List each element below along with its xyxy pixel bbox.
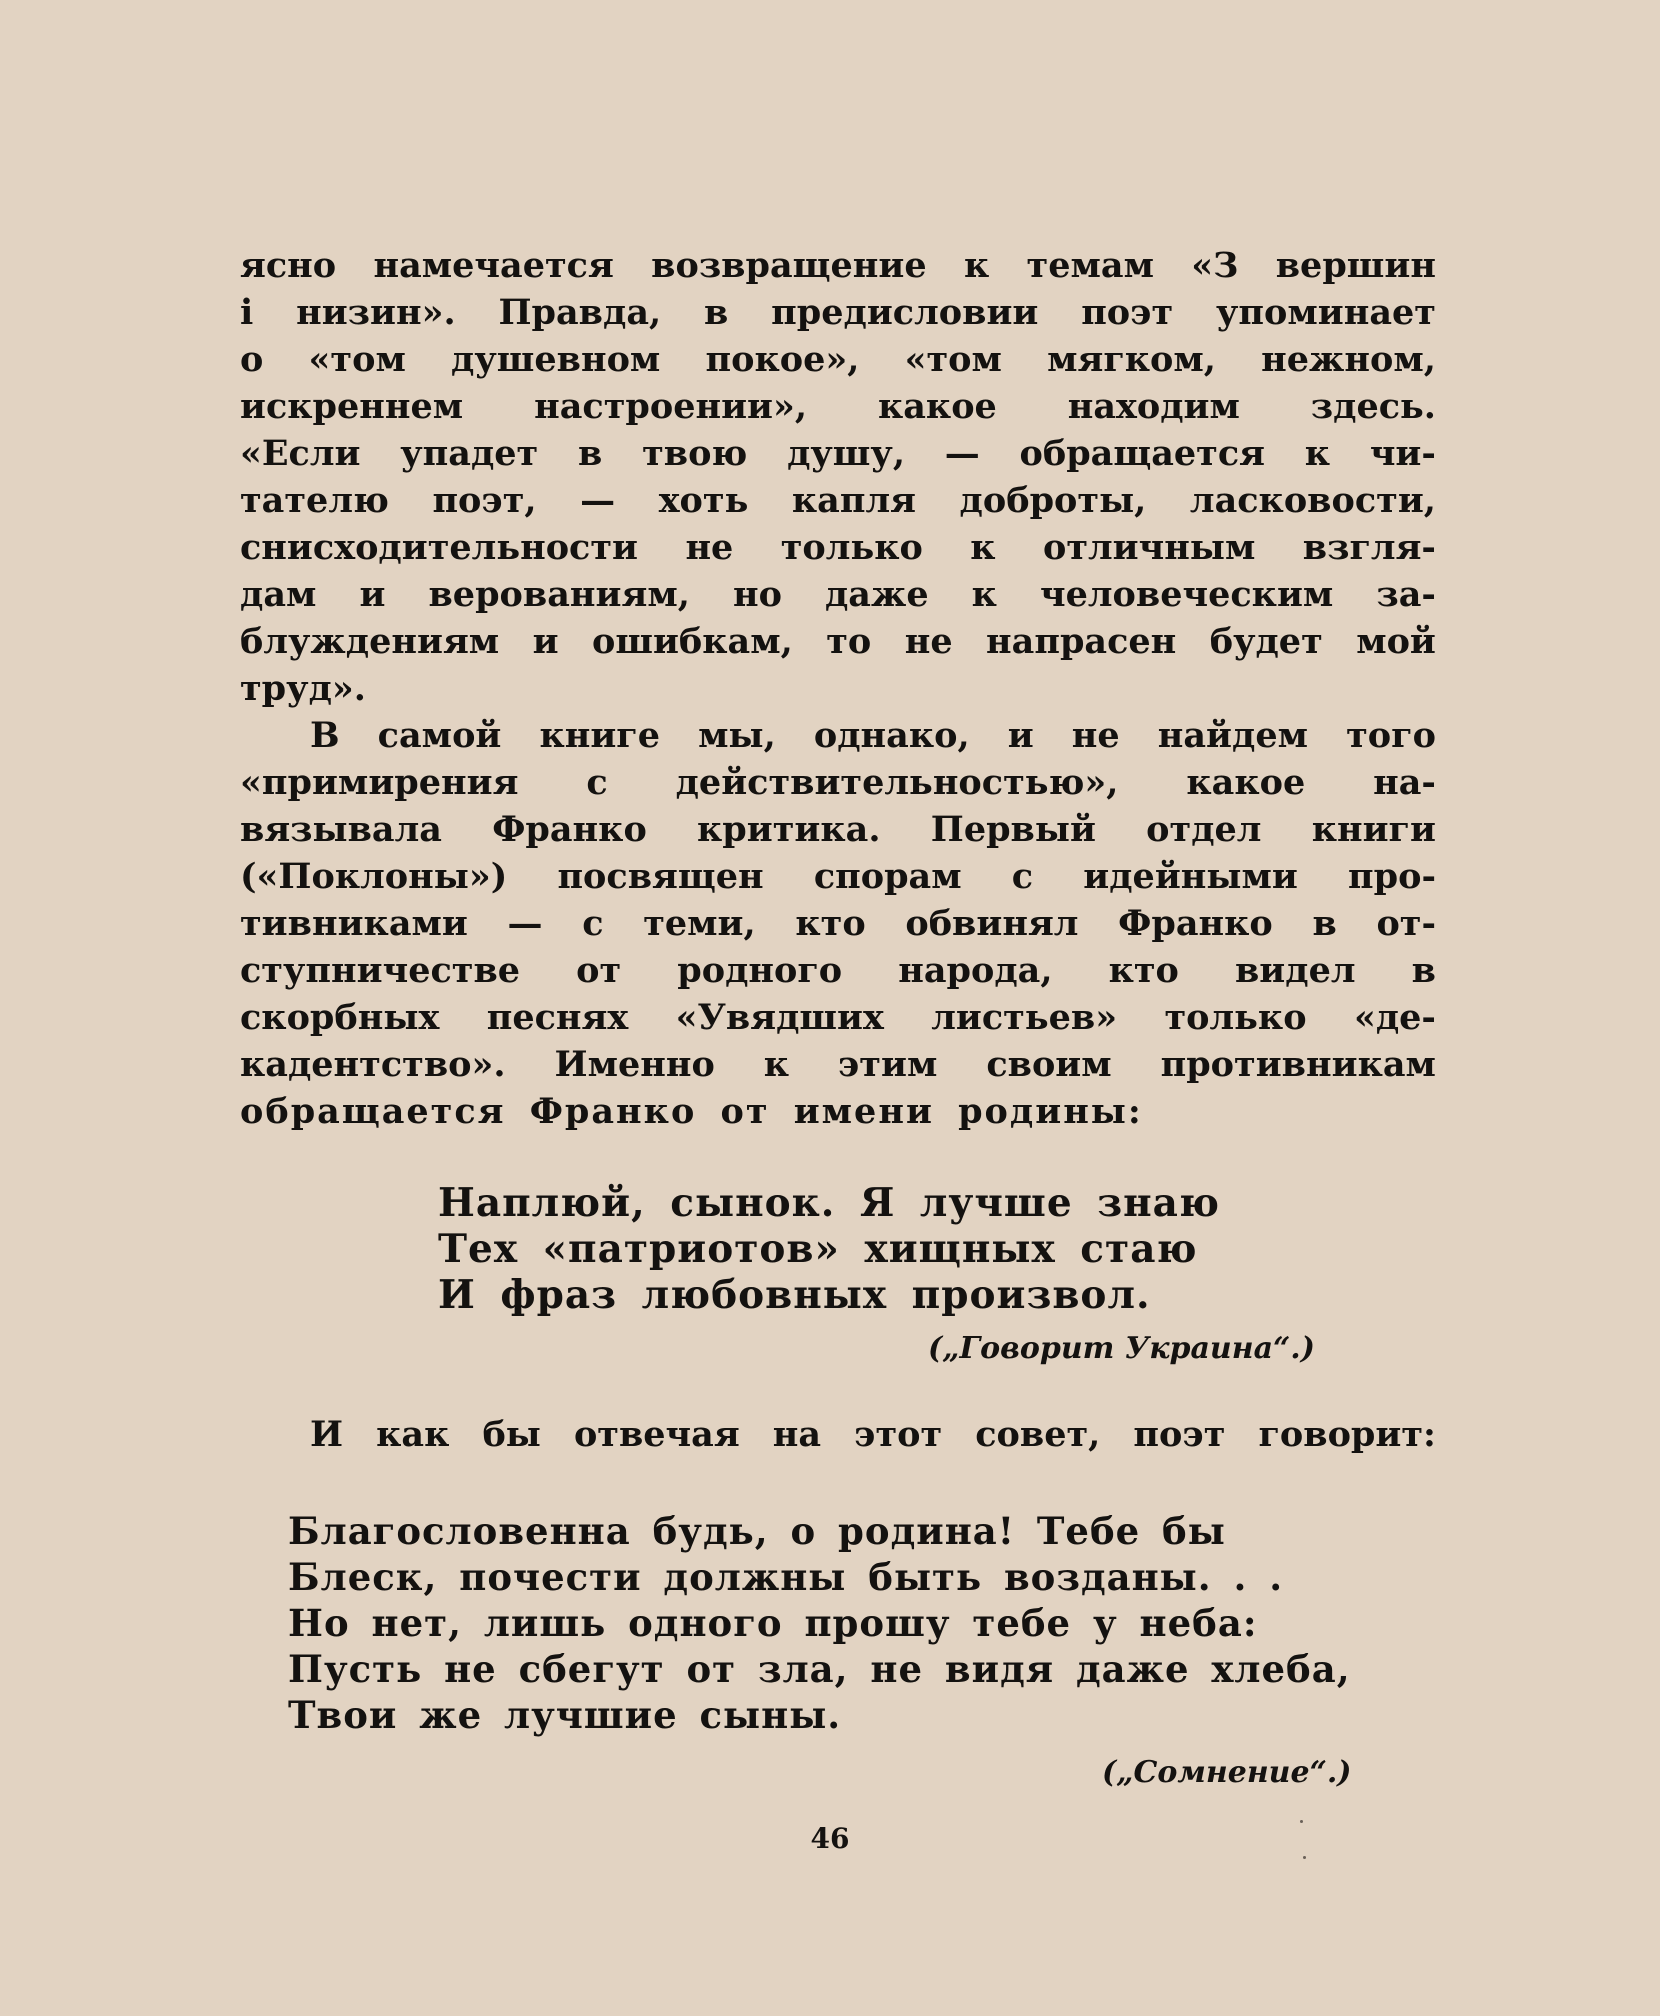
word: нежном, — [1261, 339, 1436, 380]
word: доброты, — [959, 480, 1147, 521]
word: и — [359, 574, 386, 615]
body-line — [240, 478, 1436, 524]
poem-line: Твои же лучшие сыны. — [288, 1693, 842, 1737]
word: «З — [1191, 245, 1239, 286]
word: теми, — [643, 903, 756, 944]
word: мы, — [698, 715, 776, 756]
body-line — [240, 619, 1436, 665]
body-line-indented — [310, 713, 1436, 759]
word: душу, — [787, 433, 906, 474]
body-line — [240, 431, 1436, 477]
word: посвящен — [557, 856, 764, 897]
word: и — [1007, 715, 1034, 756]
word: дам — [240, 574, 317, 615]
word: напрасен — [986, 621, 1177, 662]
word: идейными — [1083, 856, 1298, 897]
word: возвращение — [651, 245, 927, 286]
word: книге — [539, 715, 661, 756]
body-line — [240, 901, 1436, 947]
word: — — [944, 433, 980, 474]
word: найдем — [1157, 715, 1309, 756]
body-line — [240, 243, 1436, 289]
word: говорит: — [1258, 1414, 1436, 1455]
word: к — [1304, 433, 1331, 474]
word: ясно — [240, 245, 337, 286]
word: этот — [854, 1414, 943, 1455]
word: поэт, — [432, 480, 537, 521]
word: упадет — [400, 433, 539, 474]
word: снисходительности — [240, 527, 639, 568]
word: критика. — [697, 809, 881, 850]
word: от — [576, 950, 622, 991]
word: на — [772, 1414, 822, 1455]
poem-line: Пусть не сбегут от зла, не видя даже хлеба, — [288, 1647, 1351, 1691]
word: будет — [1209, 621, 1323, 662]
word: твою — [642, 433, 748, 474]
word: тателю — [240, 480, 389, 521]
word: капля — [791, 480, 916, 521]
word: блуждениям — [240, 621, 500, 662]
word: настроении», — [534, 386, 808, 427]
word: от- — [1376, 903, 1436, 944]
word: с — [582, 903, 604, 944]
word: «примирения — [240, 762, 519, 803]
word: мой — [1356, 621, 1436, 662]
page-number: 46 — [810, 1822, 850, 1855]
word: с — [586, 762, 608, 803]
word: и — [532, 621, 559, 662]
word: В — [310, 715, 340, 756]
body-line — [240, 854, 1436, 900]
word: кадентство». — [240, 1044, 506, 1085]
word: Именно — [554, 1044, 715, 1085]
word: упоминает — [1215, 292, 1436, 333]
word: к — [963, 245, 990, 286]
word: тивниками — [240, 903, 468, 944]
word: намечается — [373, 245, 614, 286]
word: бы — [482, 1414, 541, 1455]
word: «том — [904, 339, 1002, 380]
word: душевном — [451, 339, 661, 380]
word: находим — [1067, 386, 1240, 427]
word: «том — [308, 339, 406, 380]
body-line — [240, 384, 1436, 430]
word: поэт — [1133, 1414, 1226, 1455]
word: И — [310, 1414, 344, 1455]
word: только — [780, 527, 923, 568]
word: Франко — [1118, 903, 1273, 944]
word: к — [763, 1044, 790, 1085]
word: человеческим — [1039, 574, 1334, 615]
word: кто — [1108, 950, 1179, 991]
word: к — [971, 574, 997, 615]
word: верованиям, — [428, 574, 690, 615]
body-line — [240, 525, 1436, 571]
word: «Увядших — [675, 997, 884, 1038]
word: в — [1312, 903, 1337, 944]
word: в — [704, 292, 729, 333]
body-line — [240, 337, 1436, 383]
word: вершин — [1275, 245, 1436, 286]
word: Первый — [930, 809, 1096, 850]
word: книги — [1311, 809, 1436, 850]
word: — — [507, 903, 543, 944]
word: покое», — [705, 339, 860, 380]
body-line — [240, 807, 1436, 853]
poem-line: И фраз любовных произвол. — [438, 1272, 1151, 1318]
word: «Если — [240, 433, 361, 474]
poem-line: Тех «патриотов» хищных стаю — [438, 1226, 1198, 1272]
word: не — [685, 527, 734, 568]
word: Правда, — [498, 292, 662, 333]
poem-line: Блеск, почести должны быть возданы. . . — [288, 1555, 1284, 1599]
word: однако, — [813, 715, 970, 756]
word: взгля- — [1302, 527, 1436, 568]
word: ступничестве — [240, 950, 521, 991]
word: противникам — [1160, 1044, 1436, 1085]
poem-line: Наплюй, сынок. Я лучше знаю — [438, 1180, 1220, 1226]
word: то — [826, 621, 872, 662]
word: обвинял — [905, 903, 1079, 944]
word: народа, — [898, 950, 1053, 991]
poem-line: Благословенна будь, о родина! Тебе бы — [288, 1509, 1226, 1553]
word: — — [580, 480, 616, 521]
scan-speck — [1303, 1856, 1306, 1859]
body-line: труд». — [240, 668, 366, 709]
body-line — [240, 572, 1436, 618]
word: предисловии — [771, 292, 1039, 333]
word: низин». — [296, 292, 456, 333]
word: поэт — [1081, 292, 1174, 333]
word: песнях — [486, 997, 629, 1038]
word: мягком, — [1047, 339, 1216, 380]
word: как — [376, 1414, 450, 1455]
word: отдел — [1146, 809, 1262, 850]
word: даже — [824, 574, 929, 615]
word: этим — [838, 1044, 938, 1085]
word: видел — [1234, 950, 1356, 991]
word: темам — [1026, 245, 1154, 286]
word: самой — [377, 715, 502, 756]
word: і — [240, 292, 254, 333]
poem-line: Но нет, лишь одного прошу тебе у неба: — [288, 1601, 1258, 1645]
word: про- — [1348, 856, 1436, 897]
body-line: обращается Франко от имени родины: — [240, 1091, 1143, 1132]
word: с — [1011, 856, 1034, 897]
body-line — [240, 290, 1436, 336]
word: отличным — [1042, 527, 1256, 568]
word: какое — [1186, 762, 1306, 803]
word: на- — [1373, 762, 1436, 803]
word: не — [1071, 715, 1120, 756]
word: за- — [1376, 574, 1436, 615]
word: действительностью», — [675, 762, 1119, 803]
word: спорам — [813, 856, 962, 897]
scan-speck — [1300, 1820, 1303, 1823]
word: вязывала — [240, 809, 442, 850]
word: какое — [877, 386, 997, 427]
poem-attribution: („Сомнение“.) — [1102, 1755, 1352, 1790]
word: в — [578, 433, 603, 474]
transition-line — [310, 1412, 1436, 1458]
word: в — [1411, 950, 1436, 991]
word: родного — [677, 950, 843, 991]
poem-attribution: („Говорит Украина“.) — [928, 1331, 1315, 1366]
body-line — [240, 1042, 1436, 1088]
word: («Поклоны») — [240, 856, 508, 897]
word: отвечая — [573, 1414, 740, 1455]
word: ласковости, — [1189, 480, 1436, 521]
word: «де- — [1353, 997, 1436, 1038]
word: совет, — [975, 1414, 1101, 1455]
body-line — [240, 948, 1436, 994]
word: скорбных — [240, 997, 440, 1038]
word: о — [240, 339, 264, 380]
word: кто — [795, 903, 866, 944]
word: Франко — [492, 809, 647, 850]
word: хоть — [658, 480, 749, 521]
body-line — [240, 760, 1436, 806]
word: того — [1346, 715, 1436, 756]
word: ошибкам, — [592, 621, 793, 662]
body-line — [240, 995, 1436, 1041]
word: искреннем — [240, 386, 464, 427]
word: не — [904, 621, 953, 662]
word: обращается — [1019, 433, 1266, 474]
word: здесь. — [1310, 386, 1436, 427]
word: только — [1164, 997, 1307, 1038]
word: своим — [986, 1044, 1112, 1085]
word: листьев» — [931, 997, 1118, 1038]
word: к — [970, 527, 996, 568]
word: но — [732, 574, 782, 615]
word: чи- — [1369, 433, 1436, 474]
